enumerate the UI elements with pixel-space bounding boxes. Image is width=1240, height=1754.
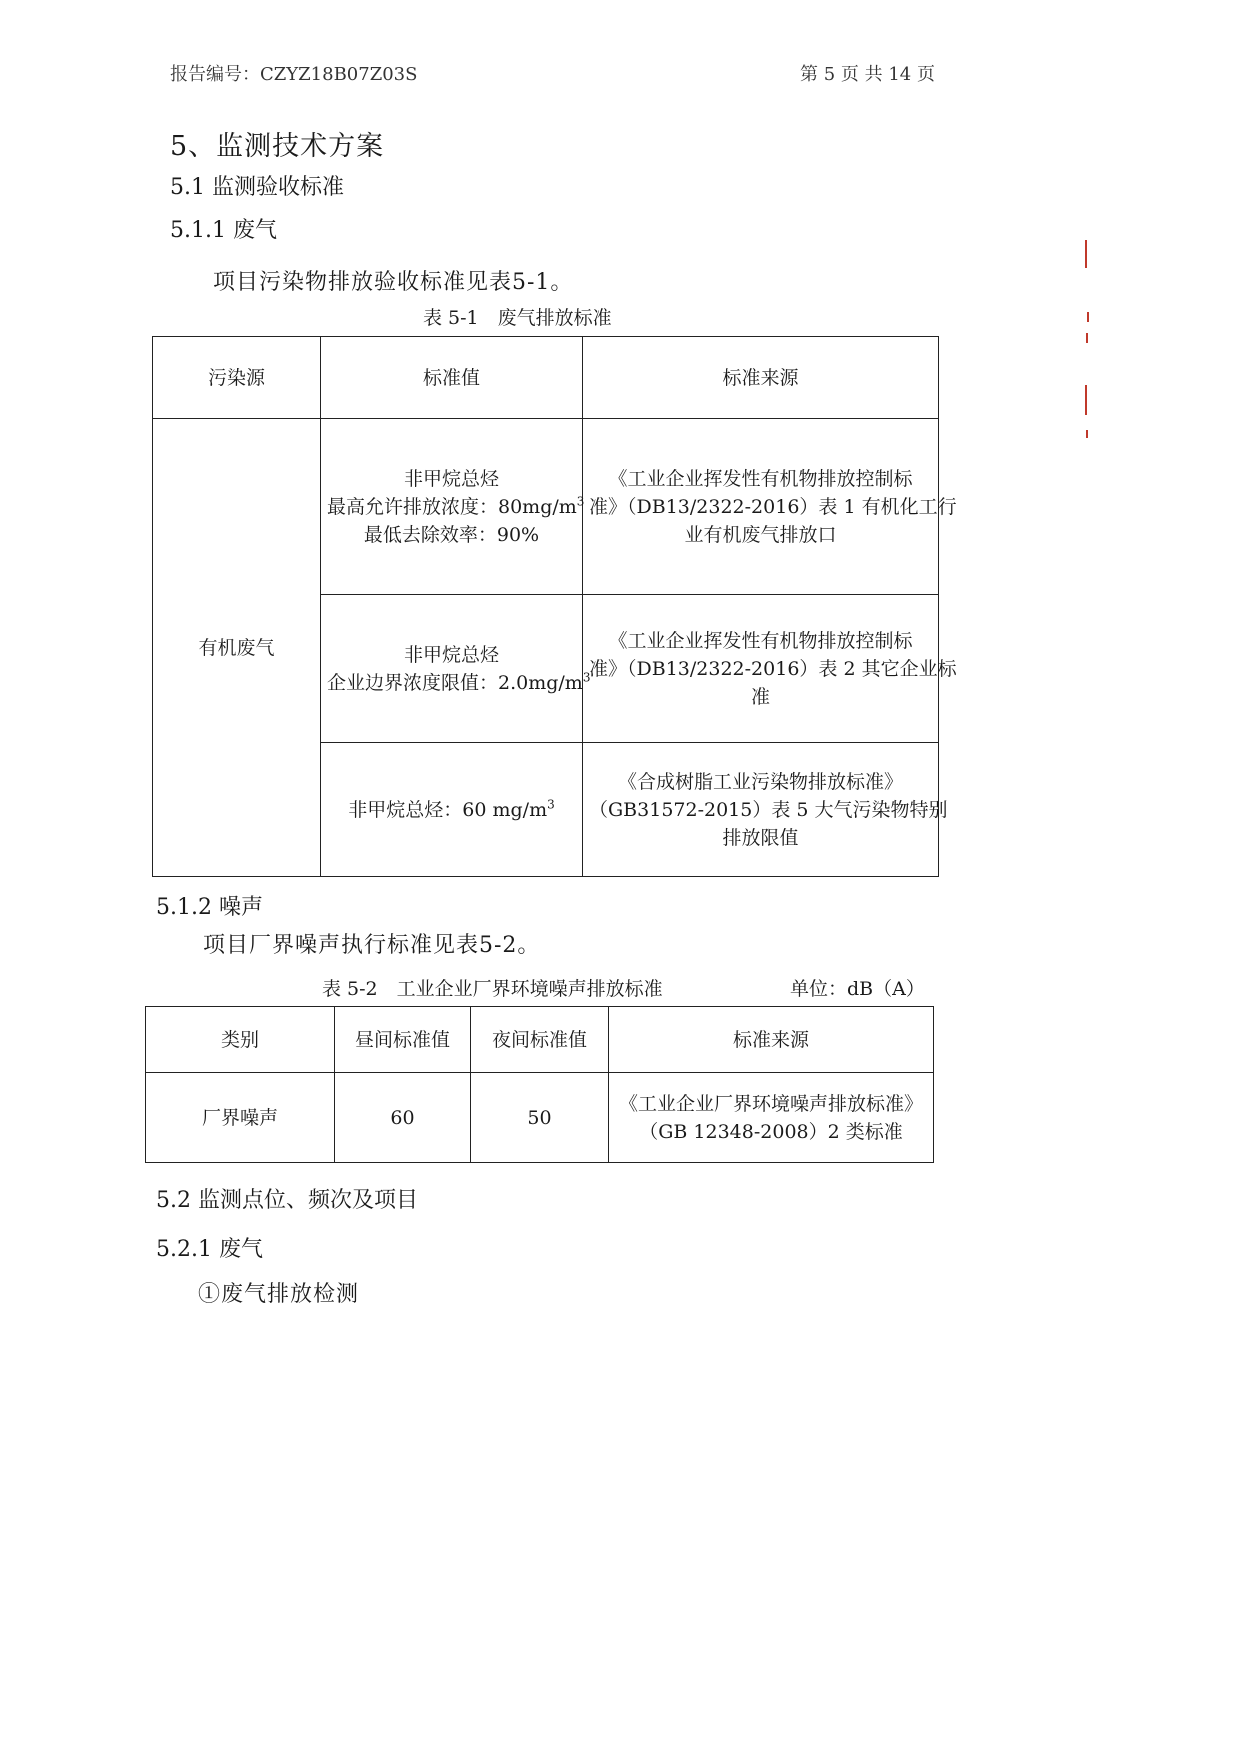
table-5-2 bbox=[145, 1006, 934, 1163]
table-5-2-header-row bbox=[146, 1007, 934, 1073]
table-row bbox=[146, 1073, 934, 1163]
header-night-value: 夜间标准值 bbox=[471, 1007, 609, 1073]
value-line: 非甲烷总烃 bbox=[403, 467, 499, 490]
header-standard-value: 标准值 bbox=[321, 337, 583, 419]
header-pollution-source: 污染源 bbox=[153, 337, 321, 419]
section-5-1-title: 5.1 监测验收标准 bbox=[170, 175, 344, 200]
source-line: 《合成树脂工业污染物排放标准》 bbox=[617, 770, 903, 793]
page-info: 第 5 页 共 14 页 bbox=[800, 64, 935, 85]
scan-mark bbox=[1085, 240, 1087, 268]
table-5-2-caption: 表 5-2 工业企业厂界环境噪声排放标准 bbox=[322, 978, 663, 1000]
section-5-1-1-intro: 项目污染物排放验收标准见表5-1。 bbox=[213, 270, 574, 295]
table-5-1-caption: 表 5-1 废气排放标准 bbox=[423, 307, 612, 329]
night-value: 50 bbox=[471, 1073, 609, 1163]
source-line: （GB 12348-2008）2 类标准 bbox=[639, 1120, 903, 1143]
source-line: 排放限值 bbox=[722, 826, 799, 849]
source-line: 准 bbox=[750, 685, 770, 708]
header-standard-source: 标准来源 bbox=[583, 337, 939, 419]
section-5-2-title: 5.2 监测点位、频次及项目 bbox=[156, 1188, 418, 1213]
table-5-1 bbox=[152, 336, 957, 877]
value-line: 最高允许排放浓度：$80mg/m^3$ bbox=[327, 494, 585, 518]
table-row bbox=[153, 419, 939, 595]
source-line: 《工业企业厂界环境噪声排放标准》 bbox=[618, 1092, 923, 1115]
header-standard-source: 标准来源 bbox=[609, 1007, 934, 1073]
table-5-2-unit: 单位：dB（A） bbox=[790, 978, 925, 1000]
section-5-1-2-intro: 项目厂界噪声执行标准见表5-2。 bbox=[203, 933, 541, 958]
standard-value-cell bbox=[321, 419, 583, 595]
value-line: 最低去除效率：90% bbox=[363, 523, 540, 546]
standard-source-cell bbox=[583, 743, 948, 877]
table-5-1-header-row bbox=[153, 337, 939, 419]
pollution-source-organic-gas: 有机废气 bbox=[153, 419, 321, 877]
section-5-1-1-title: 5.1.1 废气 bbox=[170, 218, 277, 243]
standard-source-cell bbox=[609, 1073, 934, 1163]
superscript-unit: 3 bbox=[576, 494, 585, 509]
standard-source-cell bbox=[583, 419, 957, 595]
header-day-value: 昼间标准值 bbox=[335, 1007, 471, 1073]
superscript-unit: 3 bbox=[547, 797, 555, 812]
superscript-unit: 3 bbox=[582, 670, 591, 685]
value-line: 企业边界浓度限值：$2.0mg/m^3$ bbox=[327, 670, 591, 694]
standard-value-cell bbox=[321, 595, 591, 743]
section-5-2-1-title: 5.2.1 废气 bbox=[156, 1237, 263, 1262]
scan-mark bbox=[1085, 385, 1087, 415]
source-line: 准》（DB13/2322-2016）表 2 其它企业标 bbox=[589, 657, 957, 680]
standard-value-cell bbox=[321, 743, 583, 877]
value-line: 非甲烷总烃 bbox=[403, 643, 499, 666]
source-line: 《工业企业挥发性有机物排放控制标 bbox=[608, 467, 913, 490]
scan-mark bbox=[1087, 312, 1089, 322]
header-category: 类别 bbox=[146, 1007, 335, 1073]
scan-mark bbox=[1086, 333, 1088, 343]
value-line: 非甲烷总烃：60 $mg/m^3$ bbox=[348, 797, 555, 821]
day-value: 60 bbox=[335, 1073, 471, 1163]
source-line: 准》（DB13/2322-2016）表 1 有机化工行 bbox=[589, 495, 957, 518]
section-5-1-2-title: 5.1.2 噪声 bbox=[156, 895, 263, 920]
standard-source-cell bbox=[583, 595, 957, 743]
report-number: 报告编号：CZYZ18B07Z03S bbox=[170, 64, 418, 85]
source-line: 《工业企业挥发性有机物排放控制标 bbox=[608, 629, 913, 652]
source-line: 业有机废气排放口 bbox=[684, 523, 837, 546]
section-5-2-1-item: ①废气排放检测 bbox=[198, 1282, 360, 1307]
scan-mark bbox=[1086, 430, 1088, 438]
source-line: （GB31572-2015）表 5 大气污染物特别 bbox=[589, 798, 948, 821]
section-5-title: 5、监测技术方案 bbox=[170, 131, 385, 162]
noise-category: 厂界噪声 bbox=[146, 1073, 335, 1163]
